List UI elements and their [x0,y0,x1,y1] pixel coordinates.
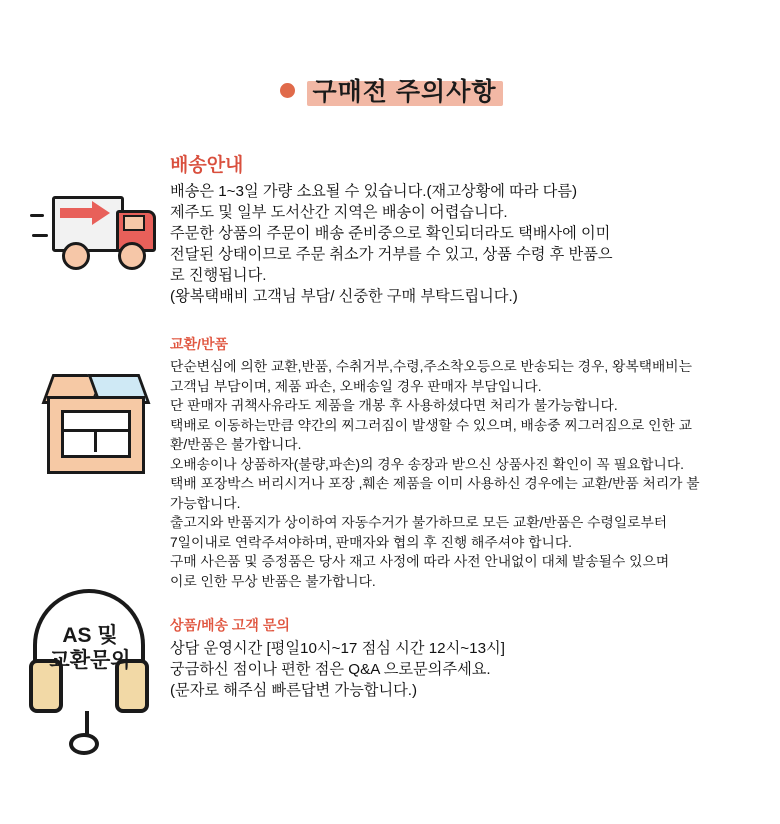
exchange-line: 환/반품은 불가합니다. [170,437,302,452]
page-header [0,72,780,108]
label-line-v [94,429,97,452]
truck-wheel-rear [62,242,90,270]
exchange-line: 출고지와 반품지가 상이하여 자동수거가 불가하므로 모든 교환/반품은 수령일로부터 [170,515,668,530]
exchange-line: 단순변심에 의한 교환,반품, 수취거부,수령,주소착오등으로 반송되는 경우, 왕복택배비는 [170,359,692,374]
shipping-line: 로 진행됩니다. [170,267,267,284]
delivery-truck-icon [30,188,160,280]
exchange-line: 가능합니다. [170,495,241,511]
exchange-icon-column [20,334,170,591]
shipping-text [170,148,760,307]
exchange-line: 7일이내로 연락주셔야하며, 판매자와 협의 후 진행 해주셔야 합니다. [170,534,573,550]
shipping-title: 배송안내 [170,155,244,176]
truck-window [123,215,145,231]
exchange-text [170,334,760,591]
shipping-line: (왕복택배비 고객님 부담/ 신중한 구매 부탁드립니다.) [170,288,518,305]
arrow-icon [60,208,94,218]
truck-cargo [52,196,124,252]
exchange-line: 구매 사은품 및 증정품은 당사 재고 사정에 따라 사전 안내없이 대체 발송될수 있으며 [170,554,670,569]
page-title: 구매전 주의사항 [309,72,501,108]
shipping-line: 제주도 및 일부 도서산간 지역은 배송이 어렵습니다. [170,204,508,221]
exchange-line: 택배로 이동하는만큼 약간의 찌그러짐이 발생할 수 있으며, 배송중 찌그러짐으로 인한 교 [170,417,692,433]
as-icon-column [20,585,170,765]
speed-line-1 [30,214,44,217]
handset-cord-curl [69,733,99,755]
section-exchange-return [20,334,760,591]
shipping-line: 배송은 1~3일 가량 소요될 수 있습니다.(재고상황에 따라 다름) [170,183,578,200]
shipping-line: 전달된 상태이므로 주문 취소가 거부를 수 있고, 상품 수령 후 반품으 [170,246,613,263]
shipping-icon-column [20,148,170,307]
as-icon-label [31,623,149,673]
speed-line-2 [32,234,48,237]
bullet-icon [280,83,295,98]
as-icon-label-line1: AS 및 [62,624,118,647]
as-line: 궁금하신 점이나 편한 점은 Q&A 으로문의주세요. [170,661,491,678]
exchange-line: 이로 인한 무상 반품은 불가합니다. [170,573,376,589]
truck-wheel-front [118,242,146,270]
exchange-line: 단 판매자 귀책사유라도 제품을 개봉 후 사용하셨다면 처리가 불가능합니다. [170,398,618,413]
shipping-line: 주문한 상품의 주문이 배송 준비중으로 확인되더라도 택배사에 이미 [170,225,611,242]
as-line: (문자로 해주심 빠른답변 가능합니다.) [170,682,418,699]
as-text [170,585,760,765]
exchange-title: 교환/반품 [170,336,228,352]
open-box-icon [35,364,155,476]
as-line: 상담 운영시간 [평일10시~17 점심 시간 12시~13시] [170,640,505,657]
section-shipping [20,148,760,307]
section-as-contact [20,585,760,765]
as-icon-label-line2: 교환문의 [49,649,131,672]
telephone-handset-icon [25,585,165,765]
box-label [61,410,131,458]
exchange-line: 택배 포장박스 버리시거나 포장 ,훼손 제품을 이미 사용하신 경우에는 교환/반품 처리가 불 [170,476,700,491]
exchange-line: 오배송이나 상품하자(불량,파손)의 경우 송장과 받으신 상품사진 확인이 꼭 필요합니다. [170,456,684,472]
exchange-line: 고객님 부담이며, 제품 파손, 오배송일 경우 판매자 부담입니다. [170,378,542,394]
as-title: 상품/배송 고객 문의 [170,617,290,633]
